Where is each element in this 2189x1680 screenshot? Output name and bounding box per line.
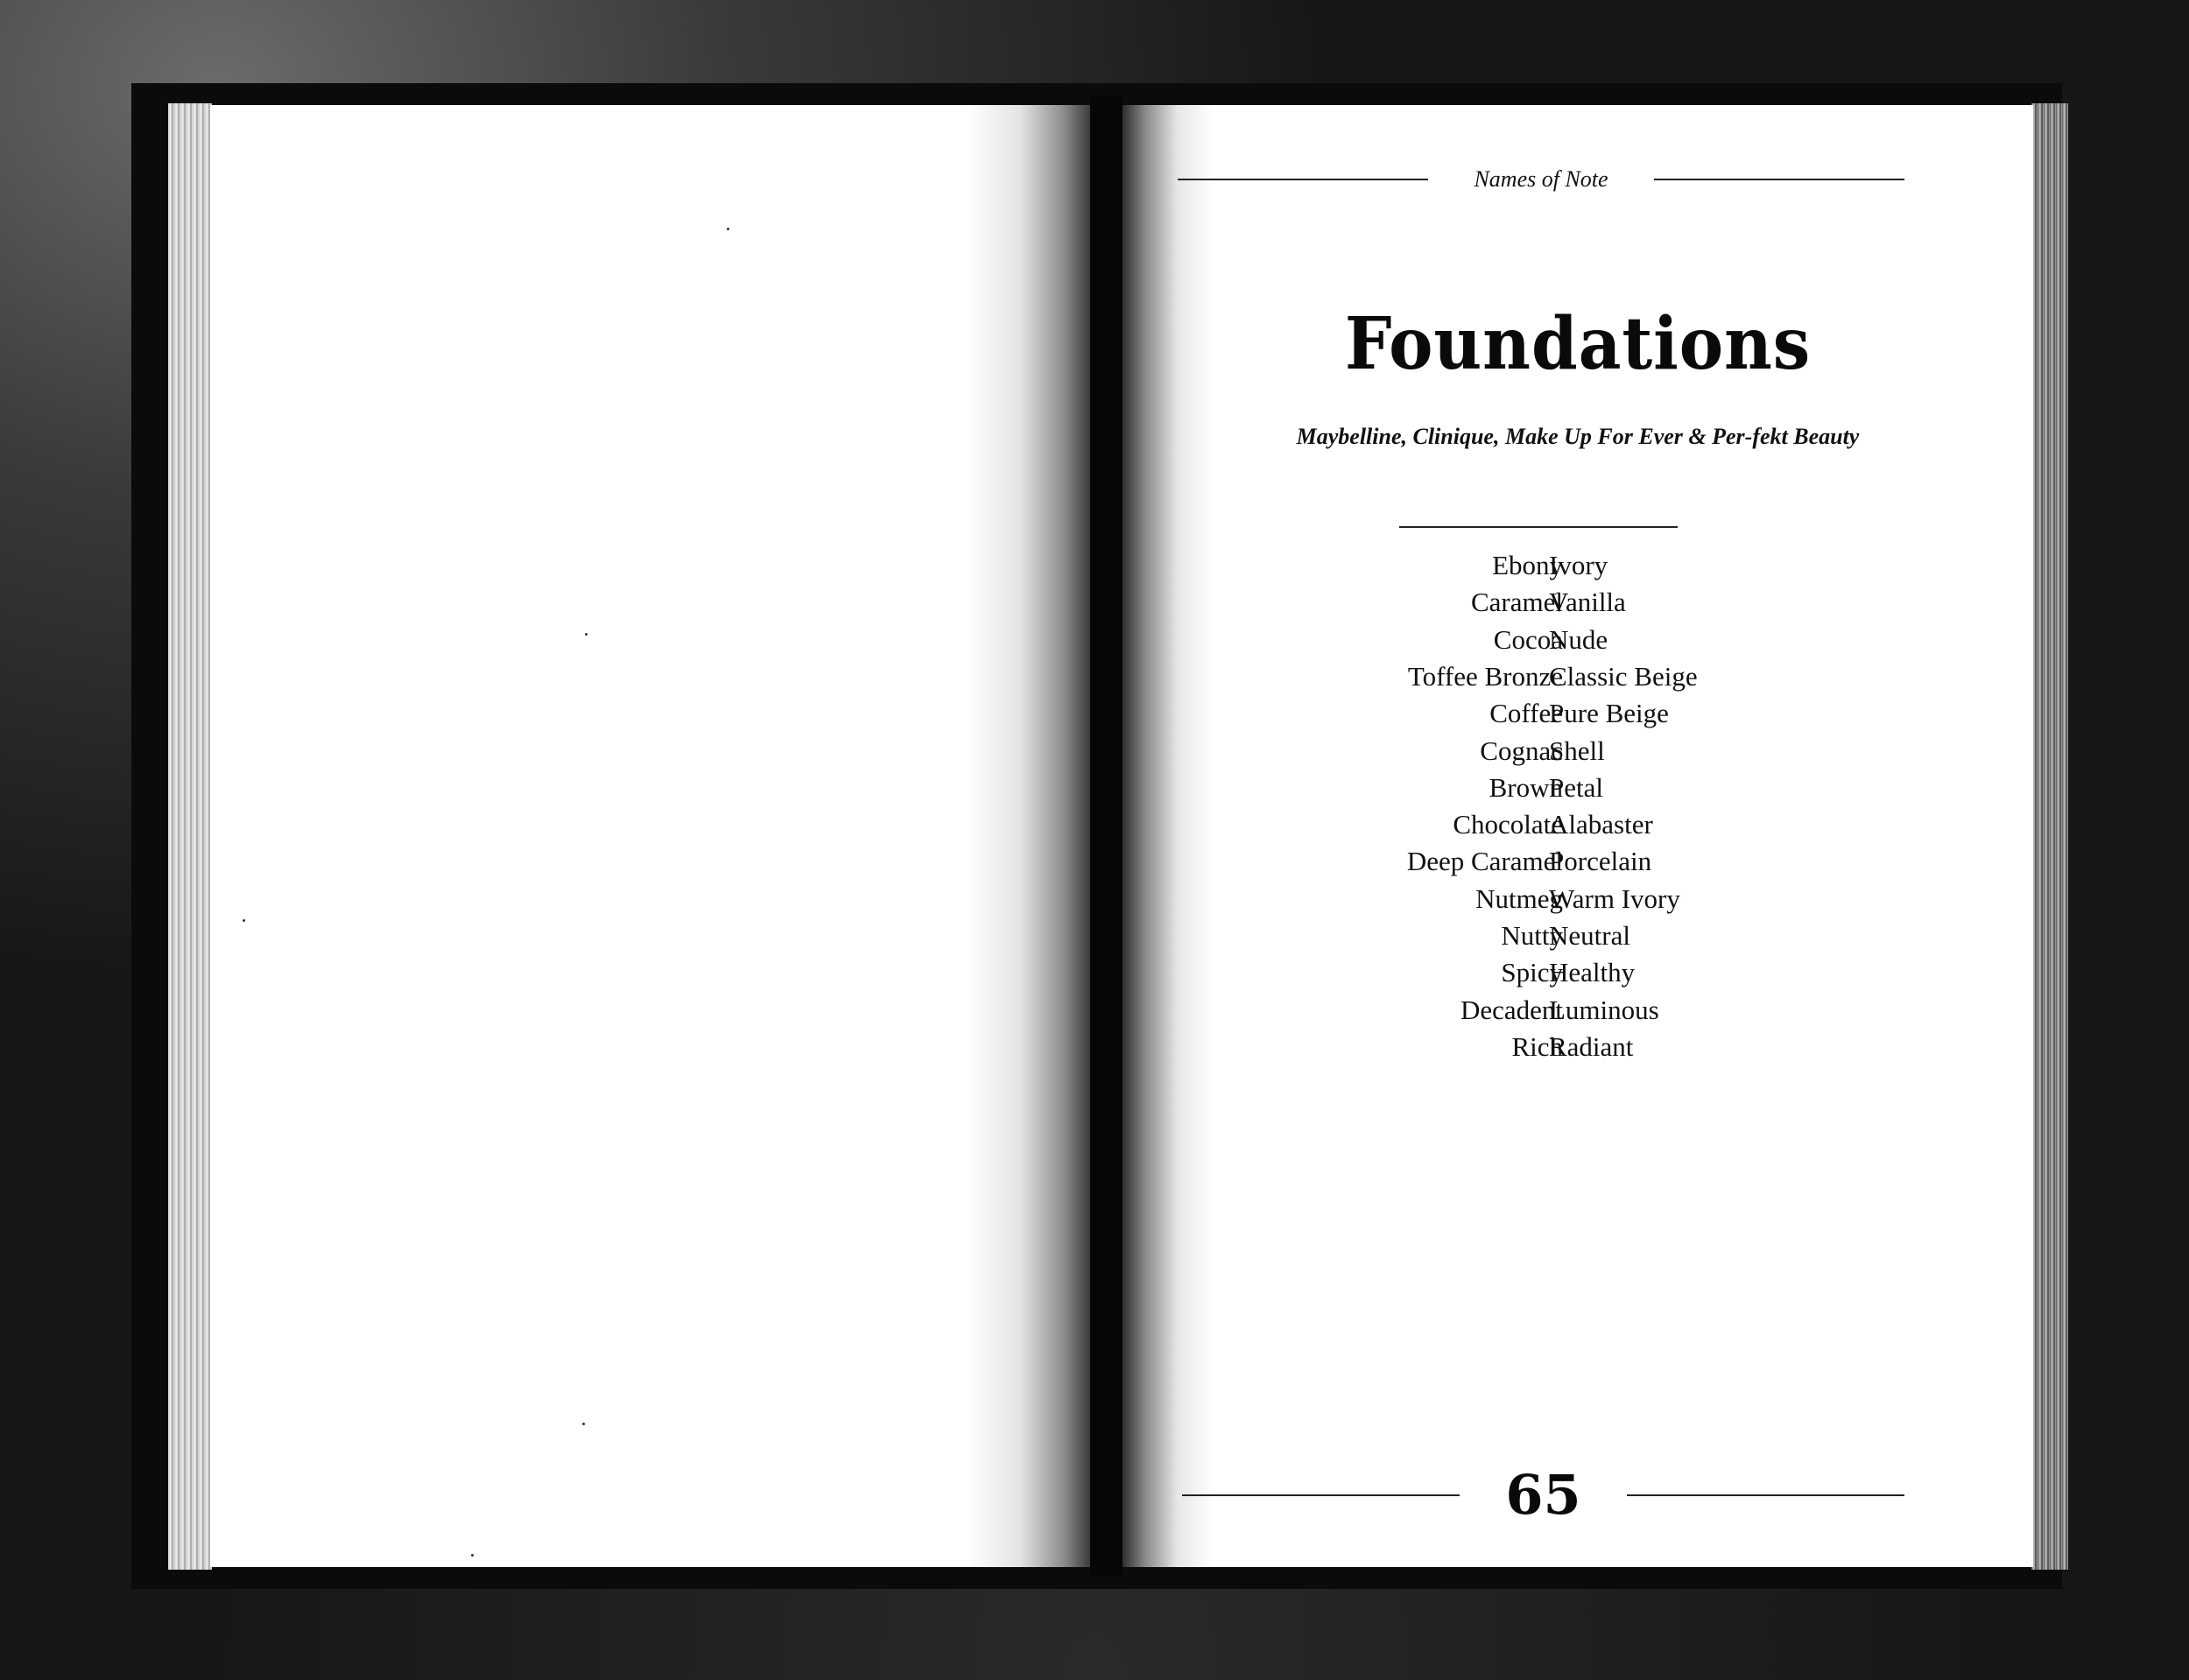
page-block-right-edge xyxy=(2031,103,2068,1570)
shade-name-left: Deep Caramel xyxy=(1406,846,1563,877)
shade-name-right: Ivory xyxy=(1549,550,1608,580)
shade-row xyxy=(1123,881,2033,917)
dust-speck xyxy=(243,919,245,922)
title-divider xyxy=(1399,526,1678,528)
shade-name-left: Nutty xyxy=(1501,920,1563,951)
shade-row xyxy=(1123,770,2033,806)
shade-name-right: Nude xyxy=(1549,623,1608,655)
shade-row xyxy=(1123,992,2033,1029)
shade-row xyxy=(1123,917,2033,954)
shade-name-list xyxy=(1123,547,2033,1072)
shade-row xyxy=(1123,584,2033,621)
shade-row xyxy=(1123,695,2033,732)
shade-row xyxy=(1123,954,2033,991)
footer-rule-left xyxy=(1182,1494,1460,1496)
dust-speck xyxy=(471,1554,474,1557)
page-footer xyxy=(1182,1460,1904,1530)
shade-name-left: Caramel xyxy=(1470,587,1563,618)
shade-name-left: Nutmeg xyxy=(1475,882,1563,914)
shade-name-right: Healthy xyxy=(1549,957,1636,988)
running-head xyxy=(1178,165,1904,194)
dust-speck xyxy=(585,633,588,636)
shade-name-left: Toffee Bronze xyxy=(1407,660,1563,692)
running-head-label: Names of Note xyxy=(1474,166,1608,192)
shade-row xyxy=(1123,658,2033,695)
shade-row xyxy=(1123,843,2033,880)
shade-name-left: Cognac xyxy=(1480,735,1563,766)
shade-row xyxy=(1123,733,2033,770)
running-head-rule-right xyxy=(1654,179,1904,180)
shade-row xyxy=(1123,1029,2033,1065)
shade-name-left: Chocolate xyxy=(1453,809,1563,840)
page-number: 65 xyxy=(1505,1463,1581,1527)
page-title: Foundations xyxy=(1344,302,1812,386)
shade-name-left: Cocoa xyxy=(1493,623,1563,655)
shade-name-right: Radiant xyxy=(1549,1030,1634,1062)
dust-speck xyxy=(582,1423,585,1425)
book-gutter xyxy=(1090,96,1123,1576)
shade-name-right: Warm Ivory xyxy=(1549,882,1680,914)
shade-name-right: Classic Beige xyxy=(1549,660,1698,692)
shade-name-right: Alabaster xyxy=(1549,809,1653,840)
running-head-rule-left xyxy=(1178,179,1428,180)
left-page-blank xyxy=(210,105,1090,1567)
shade-row xyxy=(1123,806,2033,843)
shade-name-left: Ebony xyxy=(1492,550,1563,580)
shade-name-right: Petal xyxy=(1549,771,1603,803)
shade-row xyxy=(1123,547,2033,584)
shade-name-left: Coffee xyxy=(1489,698,1563,729)
shade-name-right: Porcelain xyxy=(1549,846,1652,877)
shade-name-right: Pure Beige xyxy=(1549,698,1669,729)
dust-speck xyxy=(727,228,729,230)
page-block-left-edge xyxy=(168,103,212,1570)
shade-name-left: Brown xyxy=(1489,771,1563,803)
shade-row xyxy=(1123,622,2033,658)
shade-name-right: Shell xyxy=(1549,735,1605,766)
shade-name-left: Spicy xyxy=(1501,957,1563,988)
footer-rule-right xyxy=(1627,1494,1904,1496)
shade-name-left: Rich xyxy=(1511,1030,1563,1062)
shade-name-left: Decadent xyxy=(1460,994,1563,1025)
shade-name-right: Luminous xyxy=(1549,994,1659,1025)
brand-subtitle: Maybelline, Clinique, Make Up For Ever & Per-fekt Beauty xyxy=(1296,424,1860,449)
shade-name-right: Neutral xyxy=(1549,920,1630,951)
shade-name-right: Vanilla xyxy=(1549,587,1626,618)
